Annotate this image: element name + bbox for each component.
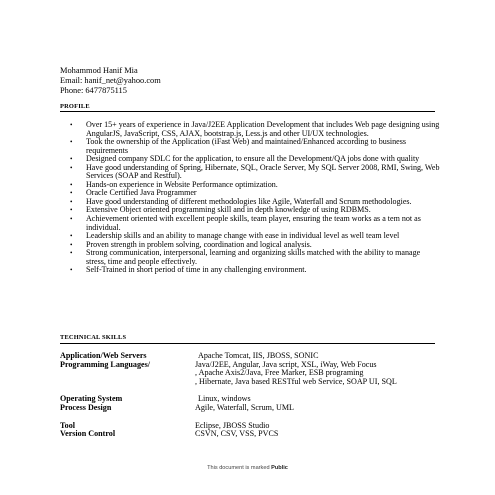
technical-skills-heading: TECHNICAL SKILLS [60,334,127,341]
skill-value: Agile, Waterfall, Scrum, UML [195,402,294,412]
skill-value [195,361,440,387]
skill-label: Programming Languages/ [60,359,151,369]
list-item: • Proven strength in problem solving, coordination and logical analysis. [70,239,312,249]
skill-row-process [60,404,440,413]
list-item: • Have good understanding of different methodologies like Agile, Waterfall and Scrum methodologies. [70,196,412,206]
skill-label: Operating System [60,394,123,404]
skill-value: Apache Tomcat, IIS, JBOSS, SONIC [198,351,319,360]
list-item: • Extensive Object oriented programming skill and in depth knowledge of using RDBMS. [70,205,371,215]
list-item: • Strong communication, interpersonal, learning and organizing skills matched with the ability to manage stress, time and people effectively. [70,248,421,266]
list-item: • Designed company SDLC for the application, to ensure all the Development/QA jobs done with quality [70,154,420,164]
bullet-icon: • [70,240,73,249]
list-item: • Over 15+ years of experience in Java/J2EE Application Development that includes Web page designing using AngularJS, JavaScript, CSS, AJAX, bootstrap.js, Less.js and other UI/UX technologies. [70,120,440,138]
technical-skills-table [60,352,440,439]
candidate-name: Mohammod Hanif Mia [60,66,138,75]
footer-mark: Public [271,465,288,471]
classification-footer [0,465,495,471]
list-item: • Oracle Certified Java Programmer [70,188,197,198]
email-line: Email: hanif_net@yahoo.com [60,76,161,86]
profile-heading: PROFILE [60,103,90,110]
list-item: • Self-Trained in short period of time in any challenging environment. [70,265,307,275]
bullet-icon: • [70,121,73,129]
bullet-icon: • [70,215,73,224]
bullet-icon: • [70,138,73,147]
contact-header [60,66,161,97]
bullet-icon: • [70,249,73,258]
skill-value: Eclipse, JBOSS Studio [195,420,270,430]
bullet-icon: • [70,206,73,215]
skill-label: Application/Web Servers [60,351,147,360]
skill-value: Linux, windows [198,394,251,404]
skill-value: CSVN, CSV, VSS, PVCS [195,429,279,439]
profile-divider [60,111,435,112]
phone-line: Phone: 6477875115 [60,86,127,96]
bullet-icon: • [70,197,73,206]
skill-value-line: , Apache Axis2/Java, Free Marker, ESB programing [195,368,364,378]
list-item: • Achievement oriented with excellent people skills, team player, ensuring the team works as a tem not as individual. [70,214,421,232]
skill-label: Version Control [60,429,116,439]
profile-list [70,121,442,275]
technical-skills-divider [60,343,435,344]
footer-prefix: This document is marked [207,465,272,471]
list-item: • Took the ownership of the Application (iFast Web) and maintained/Enhanced according to business requirements [70,137,406,155]
skill-value-line: Java/J2EE, Angular, Java script, XSL, iWay, Web Focus [195,359,377,369]
skill-row-version-control [60,430,440,439]
bullet-icon: • [70,163,73,172]
bullet-icon: • [70,155,73,164]
list-item: • Hands-on experience in Website Performance optimization. [70,179,278,189]
bullet-icon: • [70,180,73,189]
skill-label: Tool [60,420,75,430]
skill-label: Process Design [60,402,112,412]
skill-value-line: , Hibernate, Java based RESTful web Service, SOAP UI, SQL [195,376,397,386]
bullet-icon: • [70,266,73,275]
skill-row-languages [60,361,440,387]
list-item: • Have good understanding of Spring, Hibernate, SQL, Oracle Server, My SQL Server 2008, RMI, Swing, Web Services (SOAP and Restful). [70,162,440,181]
list-item: • Leadership skills and an ability to manage change with ease in individual level as well team level [70,231,400,241]
bullet-icon: • [70,232,73,241]
bullet-icon: • [70,189,73,198]
